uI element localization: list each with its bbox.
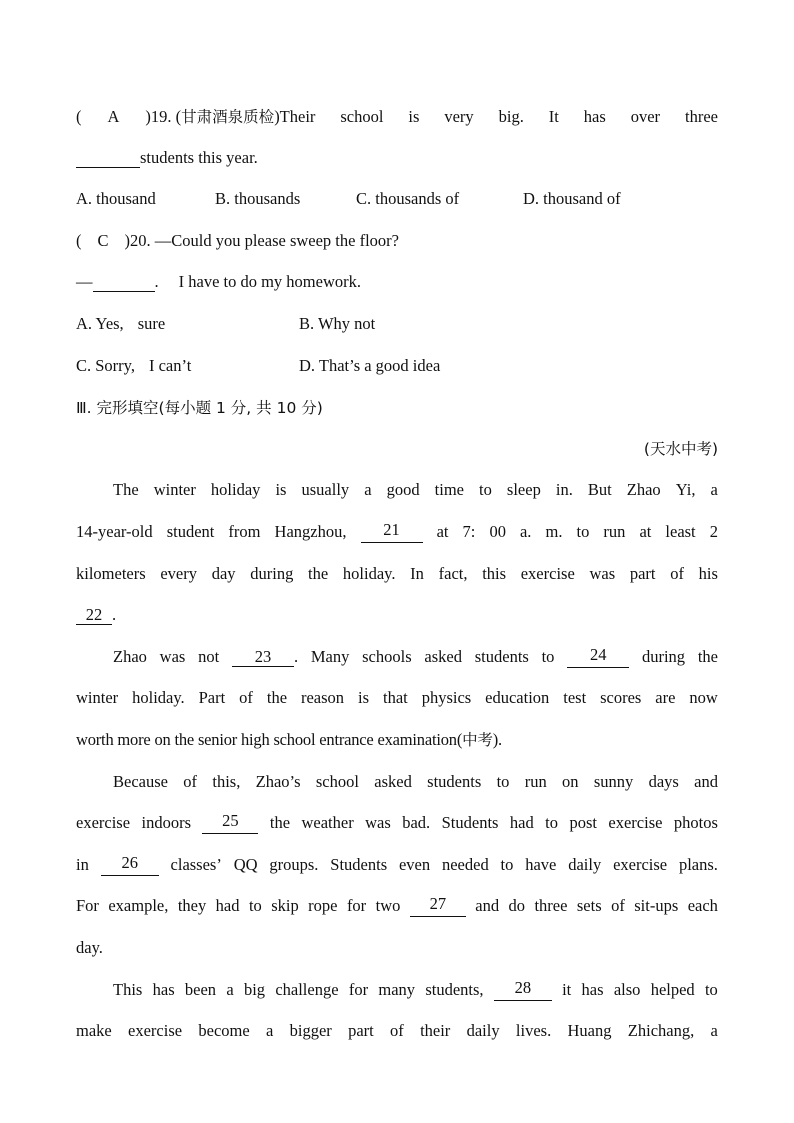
q20-stem: )20. —Could you please sweep the floor? — [124, 231, 399, 250]
q20-line-2: — . I have to do my homework. — [76, 272, 362, 291]
p3-line-5: day. — [76, 938, 103, 957]
q19-answer: A — [107, 107, 120, 126]
p3-line-1: Because of this, Zhao’s school asked students to run on sunny days and — [113, 772, 718, 791]
q20-response: I have to do my homework. — [178, 272, 362, 291]
blank-23: 23 — [232, 648, 294, 667]
p2-line-2: winter holiday. Part of the reason is that physics education test scores are now — [76, 688, 718, 707]
section-heading: Ⅲ. 完形填空(每小题 1 分, 共 10 分) — [76, 399, 323, 417]
q19-source: 甘肃酒泉质检 — [181, 108, 275, 126]
p1-line-3: kilometers every day during the holiday. In fact, this exercise was part of his — [76, 564, 718, 583]
q19-option-b: B. thousands — [215, 189, 301, 208]
p1-line-4: 22 . — [76, 604, 718, 626]
q20-option-c: C. Sorry, I can’t — [76, 356, 192, 375]
q20-answer: C — [97, 231, 109, 250]
p3-line-2: exercise indoors 25 the weather was bad. Students had to post exercise photos — [76, 811, 718, 832]
q19-option-d: D. thousand of — [523, 189, 621, 208]
q19-line-1 — [76, 106, 718, 128]
q20-blank — [93, 273, 155, 292]
p1-line-1: The winter holiday is usually a good time to sleep in. But Zhao Yi, a — [113, 480, 718, 499]
blank-28: 28 — [494, 979, 552, 1001]
p4-line-2: make exercise become a bigger part of their daily lives. Huang Zhichang, a — [76, 1021, 718, 1040]
q20-option-a: A. Yes, sure — [76, 314, 166, 333]
q20-option-d: D. That’s a good idea — [299, 356, 441, 375]
p4-line-1: This has been a big challenge for many students, 28 it has also helped to — [113, 978, 718, 999]
q19-line-2: students this year. — [76, 147, 718, 169]
p2-line-1: Zhao was not 23 . Many schools asked students to 24 during the — [113, 645, 718, 666]
q20-line-1: ( C )20. —Could you please sweep the floor? — [76, 231, 399, 250]
q19-option-c: C. thousands of — [356, 189, 460, 208]
blank-21: 21 — [361, 521, 423, 543]
blank-27: 27 — [410, 895, 466, 917]
p2-line-3: worth more on the senior high school entrance examination(中考). — [76, 730, 502, 749]
q19-stem: ( A )19. (甘肃酒泉质检)Their school is very big. It has over three — [76, 107, 718, 126]
p3-line-4: For example, they had to skip rope for two 27 and do three sets of sit-ups each — [76, 894, 718, 915]
blank-22: 22 — [76, 606, 112, 625]
section-source: (天水中考) — [643, 440, 718, 458]
q20-option-b: B. Why not — [299, 314, 376, 333]
p3-line-3: in 26 classes’ QQ groups. Students even needed to have daily exercise plans. — [76, 853, 718, 874]
blank-26: 26 — [101, 854, 159, 876]
blank-24: 24 — [567, 646, 629, 668]
p1-line-2: 14-year-old student from Hangzhou, 21 at 7: 00 a. m. to run at least 2 — [76, 520, 718, 541]
q19-blank — [76, 149, 140, 168]
q19-option-a: A. thousand — [76, 189, 156, 208]
blank-25: 25 — [202, 812, 258, 834]
